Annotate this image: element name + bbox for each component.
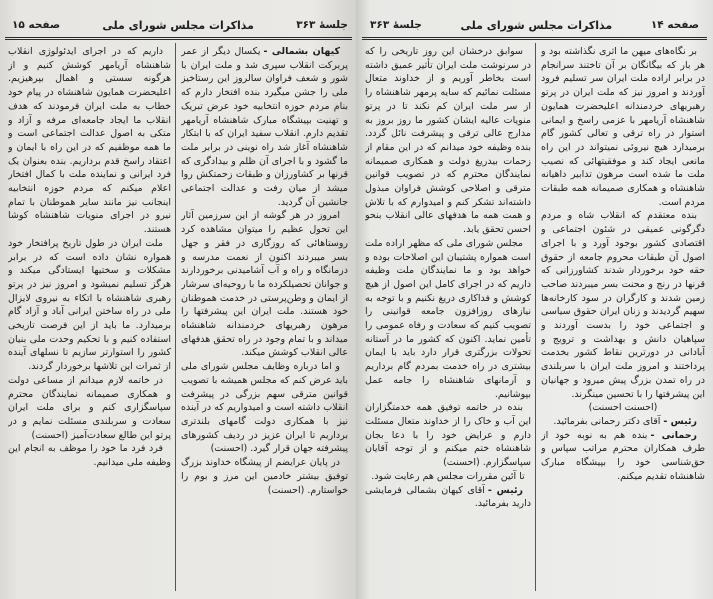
header-session: جلسهٔ ۳۶۳ — [370, 19, 422, 31]
page-header — [370, 15, 699, 35]
paragraph: در خاتمه لازم میدانم از مساعی دولت و همکاری صمیمانه نمایندگان محترم سپاسگزاری کنم و برای ملت ایران سعادت و سربلندی مسئلت نمایم و در پرتو این طالع سعادت‌آمیز (احسنت) — [8, 374, 171, 441]
paragraph-text: آقای کیهان بشمالی فرمایشی دارید بفرمائید. — [365, 484, 531, 510]
paragraph: بنده معتقدم که انقلاب شاه و مردم دگرگونی عمیقی در شئون اجتماعی و اقتصادی کشور بوجود آورد و با اجرای اصول آن طبقات محروم جامعه از حقوق حقه خود برخوردار شدند کشاورزانی که قرنها در رنج و محنت بسر میبردند صاحب زمین شدند و کارگران در سود کارخانه‌ها سهیم گردیدند و زنان ایران حقوق سیاسی و اجتماعی خود را بدست آوردند و سپاهیان دانش و بهداشت و ترویج و آبادانی در دورترین نقاط کشور بخدمت پرداختند و امروز ملت ایران با سربلندی در راه تمدن بزرگ پیش میرود و جهانیان این پیشرفتها را با تحسین مینگرند. — [541, 210, 705, 400]
header-rule — [362, 37, 707, 40]
paragraph: بر نگاه‌های میهن ما اثری نگذاشته بود و هر بار که بیگانگان بر آن تاختند سرانجام در برابر اراده ملت ایران سر تسلیم فرود آوردند و امروز نیز که ملت ایران در پرتو رهبریهای خردمندانه اعلیحضرت همایون شاهنشاه آریامهر با عزمی راسخ و ایمانی استوار در راه ترقی و تعالی کشور گام برمیدارد هیچ نیروئی نمیتواند در این راه مانعی ایجاد کند و موفقیتهائی که نصیب ملت ما شده است مرهون تدابیر داهیانه شاهنشاه و همکاری صمیمانه همه طبقات مردم است. — [541, 46, 705, 208]
paragraph: مجلس شورای ملی که مظهر اراده ملت است همواره پشتیبان این اصلاحات بوده و خواهد بود و ما نمایندگان ملت وظیفه داریم که در اجرای کامل این اصول از هیچ کوشش و فداکاری دریغ نکنیم و با توجه به نیازهای روزافزون جامعه قوانینی را تصویب کنیم که سعادت و رفاه عمومی را تأمین نماید. اکنون که کشور ما در آستانه تحولات بزرگتری قرار دارد باید با ایمان بیشتری در راه خدمت بمردم گام برداریم و آرمانهای شاهنشاه را جامه عمل بپوشانیم. — [365, 237, 531, 400]
paragraph: داریم که در اجرای ایدئولوژی انقلاب شاهنشاه آریامهر کوشش کنیم و از هرگونه سستی و اهمال بپرهیزیم. اعلیحضرت همایون شاهنشاه در پیام خود خطاب به ملت ایران فرمودند که هدف انقلاب ما ایجاد جامعه‌ای مرفه و آزاد و متکی به اصول عدالت اجتماعی است و ما همه موظفیم که در این راه با ایمان و اعتقاد راسخ قدم برداریم. بنده بعنوان یک فرد ایرانی و نماینده ملت با کمال افتخار اعلام میکنم که مردم حوزه انتخابیه اینجانب نیز مانند سایر هموطنان با تمام نیرو در اجرای منویات شاهنشاه کوشا هستند. — [8, 46, 171, 236]
speaker-name: کیهان بشمالی - — [263, 46, 340, 57]
page-left — [0, 0, 356, 599]
header-page-number: صفحه ۱۵ — [12, 19, 61, 31]
header-title: مذاکرات مجلس شورای ملی — [102, 18, 254, 32]
paragraph: تا آئین مقررات مجلس هم رعایت شود. — [371, 470, 525, 482]
paragraph: در پایان عرایضم از پیشگاه خداوند بزرگ توفیق بیشتر خادمین این مرز و بوم را خواستارم. (احسنت) — [181, 457, 348, 496]
applause-note: (احسنت احسنت) — [588, 402, 658, 414]
column-left — [365, 45, 531, 590]
paragraph: و اما درباره وظایف مجلس شورای ملی باید عرض کنم که مجلس همیشه با تصویب قوانین مترقی سهم بزرگی در پیشرفت انقلاب داشته است و امیدواریم که در آینده نیز با همکاری دولت گامهای بلندتری برداریم تا ایران عزیز در ردیف کشورهای پیشرفته جهان قرار گیرد. (احسنت) — [181, 361, 348, 455]
paragraph: سوابق درخشان این روز تاریخی را که در سرنوشت ملت ایران تأثیر عمیق داشته است بخاطر آوریم و از خداوند متعال مسئلت نمائیم که سایه پرمهر شاهنشاه را از سر ملت ایران کم نکند تا در پرتو منویات عالیه ایشان کشور ما روز بروز به مدارج عالی ترقی و پیشرفت نائل گردد. بنده وظیفه خود میدانم که در این مقام از زحمات بیدریغ دولت و همکاری صمیمانه نمایندگان محترم که در تصویب قوانین مترقی و اصلاحی کوشش فراوان مبذول داشته‌اند تشکر کنم و امیدوارم که با تلاش و همت همه ما هدفهای عالی انقلاب بنحو احسن تحقق یابد. — [365, 46, 531, 236]
header-title: مذاکرات مجلس شورای ملی — [460, 18, 613, 32]
paragraph: امروز در هر گوشه از این سرزمین آثار این تحول عظیم را میتوان مشاهده کرد روستاهائی که روزگاری در فقر و جهل بسر میبردند اکنون از نعمت مدرسه و درمانگاه و راه و آب آشامیدنی برخوردارند و جوانان تحصیلکرده ما با روحیه‌ای سرشار از ایمان و وطن‌پرستی در خدمت هموطنان خود هستند. ملت ایران این پیشرفتها را مرهون رهبریهای خردمندانه شاهنشاه میداند و با تمام وجود در راه تحقق هدفهای عالی انقلاب کوشش میکند. — [181, 210, 348, 359]
speaker-name: رئیس - — [487, 484, 523, 496]
paragraph: ملت ایران در طول تاریخ پرافتخار خود همواره نشان داده است که در برابر مشکلات و سختیها ایستادگی میکند و هرگز تسلیم نمیشود و امروز نیز در پرتو رهبری شاهنشاه با اتکاء به نیروی لایزال ملی در راه ساختن ایرانی آباد و آزاد گام برمیدارد. ما باید از این فرصت تاریخی استفاده کنیم و با تحکیم وحدت ملی بنیان کشور را استوارتر سازیم تا نسلهای آینده از ثمرات این تلاشها برخوردار گردند. — [8, 237, 171, 373]
column-divider — [535, 43, 536, 591]
page-right — [356, 0, 713, 599]
speaker-name: رحمانی - — [650, 429, 698, 441]
paragraph — [541, 415, 705, 429]
header-page-number: صفحه ۱۴ — [650, 19, 699, 31]
column-right — [181, 45, 348, 590]
paragraph-text: یکسال دیگر از عمر پربرکت انقلاب سپری شد و ملت ایران با شور و شعف فراوان سالروز این رستاخیز ملی را جشن میگیرد بنده افتخار دارم که بنام مردم حوزه انتخابیه خود عرض تبریک و تهنیت بپیشگاه مبارک شاهنشاه آریامهر تقدیم دارم. انقلاب سفید ایران که با ابتکار شاهنشاه آغاز شد راه نوینی در برابر ملت ما گشود و با اجرای آن ظلم و بیدادگری که قرنها بر کشاورزان و طبقات زحمتکش روا میشد از میان رفت و عدالت اجتماعی جانشین آن گردید. — [181, 46, 348, 208]
header-rule — [5, 37, 352, 40]
header-session: جلسهٔ ۳۶۳ — [296, 19, 348, 31]
paragraph-text: بنده هم به نوبه خود از طرف همکاران محترم مراتب سپاس و حق‌شناسی خود را بپیشگاه مبارک شاهنشاه تقدیم میکنم. — [541, 429, 705, 482]
speaker-name: رئیس - — [663, 415, 697, 427]
paragraph — [365, 484, 531, 511]
column-right — [541, 45, 705, 590]
paragraph: فرد فرد ما خود را موظف به انجام این وظیفه ملی میدانیم. — [8, 443, 171, 469]
column-divider — [175, 43, 176, 591]
paragraph — [181, 45, 348, 209]
paragraph-text: آقای دکتر رحمانی بفرمائید. — [553, 415, 661, 427]
paragraph: بنده در خاتمه توفیق همه خدمتگزاران این آب و خاک را از خداوند متعال مسئلت دارم و عرایض خود را با دعا بجان شاهنشاه ختم میکنم و از توجه آقایان سپاسگزارم. (احسنت) — [365, 402, 531, 469]
column-left — [8, 45, 171, 590]
paragraph — [541, 429, 705, 484]
page-header — [12, 15, 348, 35]
